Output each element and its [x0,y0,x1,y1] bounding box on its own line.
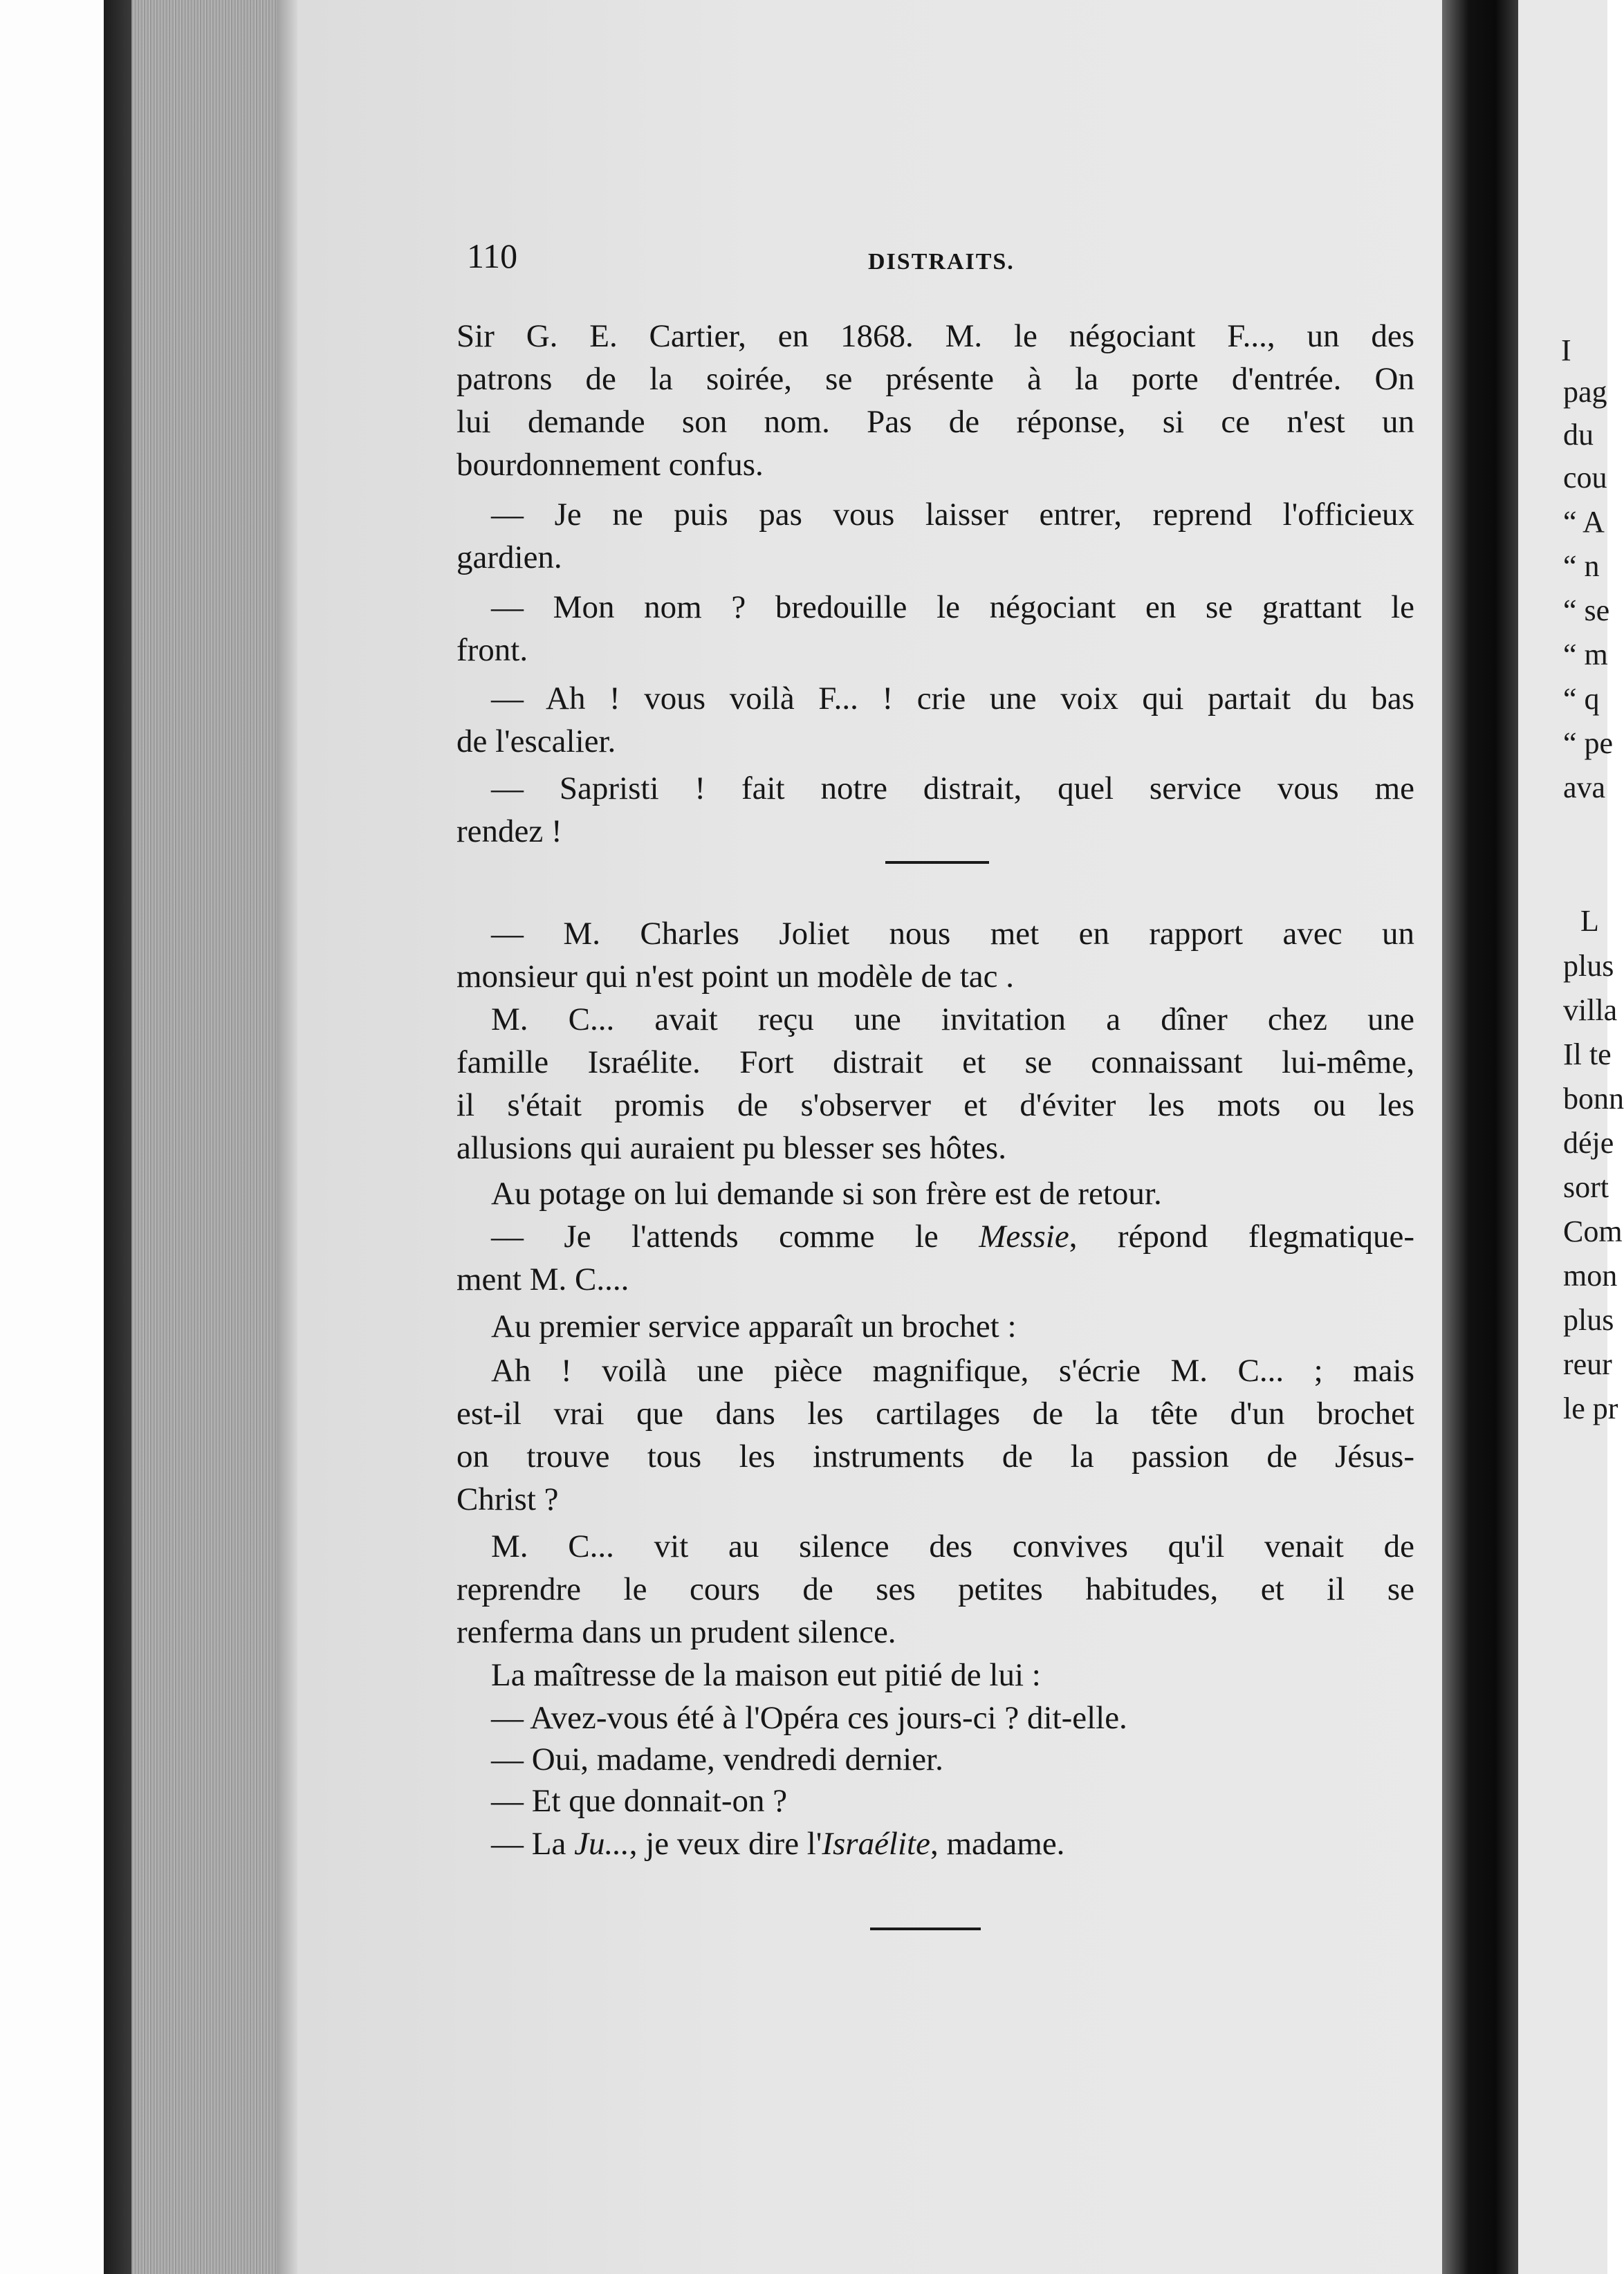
text-line: de l'escalier. [456,723,616,759]
text-line: famille Israélite. Fort distrait et se connaissant lui-même, [456,1044,1414,1080]
facing-page-fragment: “ A [1563,505,1605,539]
text-line: — Je ne puis pas vous laisser entrer, reprend l'officieux [491,497,1414,533]
facing-page-fragment: plus [1563,1303,1614,1337]
facing-page-fragment: “ se [1563,593,1610,627]
section-divider [885,861,989,864]
facing-page-fragment: déje [1563,1126,1614,1160]
text-line: — Et que donnait-on ? [491,1783,788,1819]
facing-page-fragment: “ q [1563,682,1600,716]
text-line: Sir G. E. Cartier, en 1868. M. le négociant F..., un des [456,318,1414,354]
facing-page-fragment: pag [1563,375,1607,409]
text-line: ment M. C.... [456,1261,629,1297]
text-line: gardien. [456,539,562,575]
book-edge-margin [0,0,104,2274]
facing-page-fragment: du [1563,418,1594,452]
text-line: lui demande son nom. Pas de réponse, si ce n'est un [456,404,1414,440]
text-line: bourdonnement confus. [456,447,764,483]
text-line: il s'était promis de s'observer et d'éviter les mots ou les [456,1087,1414,1123]
page-gutter [1442,0,1518,2274]
text-line: — Oui, madame, vendredi dernier. [491,1741,943,1777]
text-line: on trouve tous les instruments de la passion de Jésus- [456,1439,1414,1475]
text-line: Au premier service apparaît un brochet : [491,1309,1017,1344]
text-line: allusions qui auraient pu blesser ses hôtes. [456,1130,1006,1166]
facing-page-fragment: “ pe [1563,726,1614,760]
facing-page-fragment: ava [1563,770,1606,804]
facing-page [1518,0,1624,2274]
text-line: — M. Charles Joliet nous met en rapport avec un [491,916,1414,952]
facing-page-fragment: villa [1563,993,1618,1027]
page-number: 110 [467,237,518,275]
text-line: est-il vrai que dans les cartilages de la tête d'un brochet [456,1396,1414,1432]
facing-page-fragment: bonn [1563,1082,1624,1116]
text-line: M. C... vit au silence des convives qu'il venait de [491,1528,1414,1564]
facing-page-fragment: reur [1563,1347,1612,1381]
text-line: — La Ju..., je veux dire l'Israélite, madame. [491,1826,1065,1862]
text-line: Ah ! voilà une pièce magnifique, s'écrie M. C... ; mais [491,1353,1414,1389]
text-line: La maîtresse de la maison eut pitié de lui : [491,1657,1041,1693]
facing-page-fragment: I [1561,333,1571,367]
page-stack-shade [277,0,297,2274]
running-head: DISTRAITS. [868,249,1015,275]
facing-page-fragment: “ n [1563,549,1600,583]
facing-page-fragment: plus [1563,949,1614,983]
facing-page-fragment: “ m [1563,638,1608,672]
text-line: — Mon nom ? bredouille le négociant en se grattant le [491,589,1414,625]
text-line: front. [456,632,528,668]
text-line: patrons de la soirée, se présente à la porte d'entrée. On [456,361,1414,397]
text-line: monsieur qui n'est point un modèle de tac . [456,959,1014,995]
text-line: renferma dans un prudent silence. [456,1614,896,1650]
page-stack-edge [131,0,277,2274]
facing-page-fragment: Com [1563,1214,1623,1248]
text-line: M. C... avait reçu une invitation a dîner chez une [491,1001,1414,1037]
facing-page-fragment: L [1580,904,1599,938]
text-line: rendez ! [456,813,562,849]
book-spine-shadow [104,0,131,2274]
facing-page-fragment: sort [1563,1170,1609,1204]
text-line: — Ah ! vous voilà F... ! crie une voix qui partait du bas [491,681,1414,717]
facing-page-fragment: Il te [1563,1037,1612,1071]
text-line: Au potage on lui demande si son frère est de retour. [491,1176,1162,1212]
text-line: — Sapristi ! fait notre distrait, quel service vous me [491,770,1414,806]
text-line: — Avez-vous été à l'Opéra ces jours-ci ? dit-elle. [491,1700,1127,1736]
text-line: Christ ? [456,1481,559,1517]
facing-page-fragment: le pr [1563,1392,1618,1425]
section-divider-end [870,1928,981,1930]
text-line: reprendre le cours de ses petites habitudes, et il se [456,1571,1414,1607]
facing-page-fragment: mon [1563,1259,1618,1293]
text-line: — Je l'attends comme le Messie, répond flegmatique- [491,1219,1414,1255]
facing-page-fragment: cou [1563,461,1607,494]
